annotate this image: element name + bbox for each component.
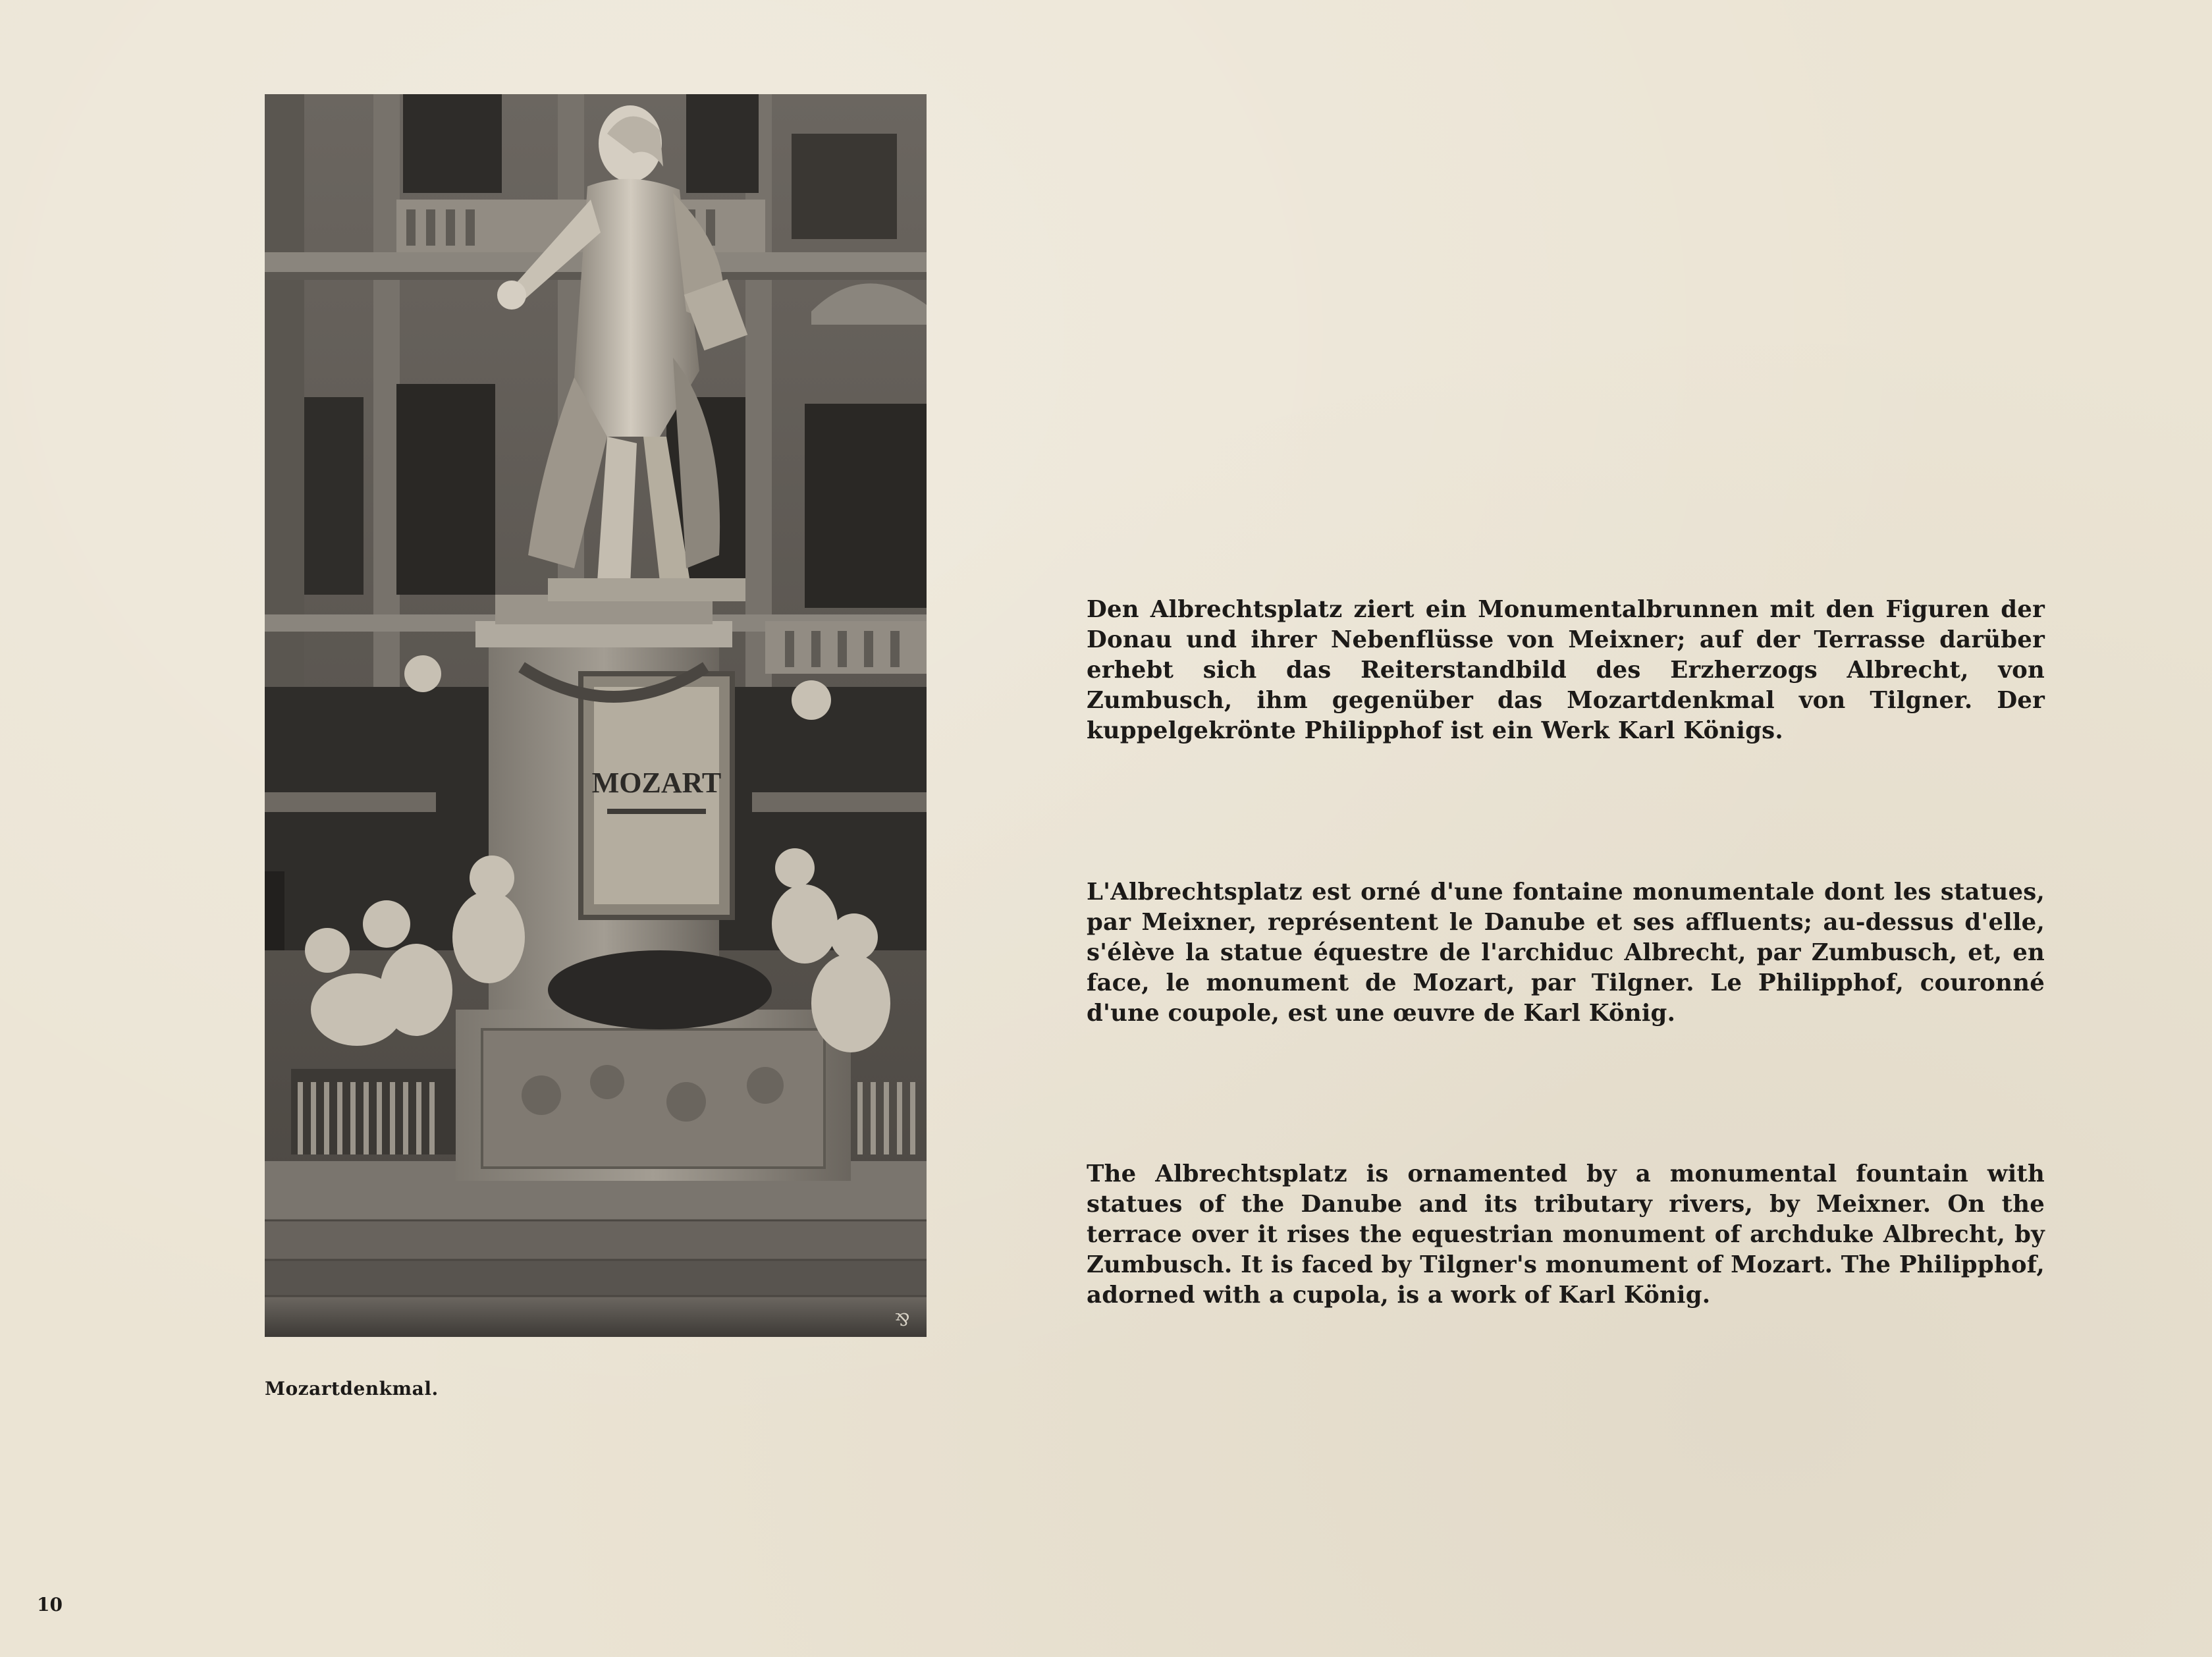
english-paragraph-text: The Albrechtsplatz is ornamented by a monumental fountain with statues of the Danube and its tributary rivers, by Meixner. On the terrace over it rises the equestrian monument of archduke Albrecht, by Zumbusch. It is faced by Tilgner's monument of Mozart. The Philipphof, adorned with a cupola, is a work of Karl König. — [1087, 1160, 2045, 1309]
photo-caption: Mozartdenkmal. — [265, 1378, 439, 1399]
mozart-monument-photo — [265, 94, 927, 1337]
french-paragraph-text: L'Albrechtsplatz est orné d'une fontaine monumentale dont les statues, par Meixner, représentent le Danube et ses affluents; au-dessus d'elle, s'élève la statue équestre de l'archiduc Albrecht, par Zumbusch, et, en face, le monument de Mozart, par Tilgner. Le Philipphof, couronné d'une coupole, est une œuvre de Karl König. — [1087, 879, 2045, 1027]
plaque-title: MOZART — [591, 767, 722, 799]
german-paragraph-text: Den Albrechtsplatz ziert ein Monumentalbrunnen mit den Figuren der Donau und ihrer Nebenflüsse von Meixner; auf der Terrasse darüber erhebt sich das Reiterstandbild des Erzherzogs Albrecht, von Zumbusch, ihm gegenüber das Mozartdenkmal von Tilgner. Der kuppelgekrönte Philipphof ist ein Werk Karl Königs. — [1087, 596, 2045, 744]
english-paragraph — [1087, 1159, 2045, 1311]
page-number: 10 — [37, 1594, 63, 1616]
german-paragraph — [1087, 595, 2045, 746]
svg-text:⅋: ⅋ — [894, 1311, 910, 1330]
french-paragraph — [1087, 877, 2045, 1029]
